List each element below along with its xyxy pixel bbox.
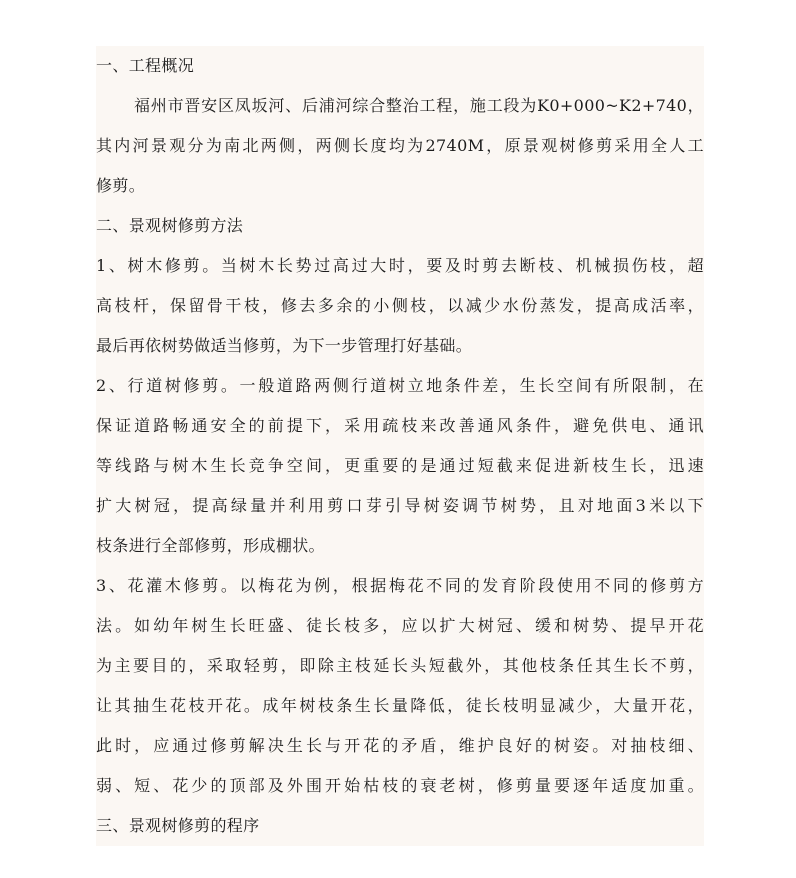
section-heading-overview: 一、工程概况 bbox=[96, 56, 195, 75]
paragraph-line: 修剪。 bbox=[96, 176, 146, 195]
paragraph-line: 此时，应通过修剪解决生长与开花的矛盾，维护良好的树姿。对抽枝细、 bbox=[96, 736, 704, 755]
paragraph-line: 最后再依树势做适当修剪，为下一步管理打好基础。 bbox=[96, 336, 473, 355]
paragraph-line: 其内河景观分为南北两侧，两侧长度均为2740M，原景观树修剪采用全人工 bbox=[96, 136, 704, 155]
paragraph-line: 等线路与树木生长竞争空间，更重要的是通过短截来促进新枝生长，迅速 bbox=[96, 456, 704, 475]
section-heading-methods: 二、景观树修剪方法 bbox=[96, 216, 244, 235]
paragraph-line: 枝条进行全部修剪，形成棚状。 bbox=[96, 536, 325, 555]
paragraph-line: 3、花灌木修剪。以梅花为例，根据梅花不同的发育阶段使用不同的修剪方 bbox=[96, 576, 704, 595]
paragraph-line: 2、行道树修剪。一般道路两侧行道树立地条件差，生长空间有所限制，在 bbox=[96, 376, 704, 395]
document-body bbox=[96, 46, 704, 846]
paragraph-line: 高枝杆，保留骨干枝，修去多余的小侧枝，以减少水份蒸发，提高成活率， bbox=[96, 296, 704, 315]
paragraph-line: 让其抽生花枝开花。成年树枝条生长量降低，徒长枝明显减少，大量开花， bbox=[96, 696, 704, 715]
paragraph-line: 福州市晋安区凤坂河、后浦河综合整治工程，施工段为K0+000~K2+740， bbox=[134, 96, 704, 115]
paragraph-line: 为主要目的，采取轻剪，即除主枝延长头短截外，其他枝条任其生长不剪， bbox=[96, 656, 704, 675]
section-heading-procedure: 三、景观树修剪的程序 bbox=[96, 816, 260, 835]
paragraph-line: 1、树木修剪。当树木长势过高过大时，要及时剪去断枝、机械损伤枝，超 bbox=[96, 256, 704, 275]
paragraph-line: 法。如幼年树生长旺盛、徒长枝多，应以扩大树冠、缓和树势、提早开花 bbox=[96, 616, 704, 635]
paragraph-line: 扩大树冠，提高绿量并利用剪口芽引导树姿调节树势，且对地面3米以下 bbox=[96, 496, 704, 515]
paragraph-line: 保证道路畅通安全的前提下，采用疏枝来改善通风条件，避免供电、通讯 bbox=[96, 416, 704, 435]
paragraph-line: 弱、短、花少的顶部及外围开始枯枝的衰老树，修剪量要逐年适度加重。 bbox=[96, 776, 704, 795]
